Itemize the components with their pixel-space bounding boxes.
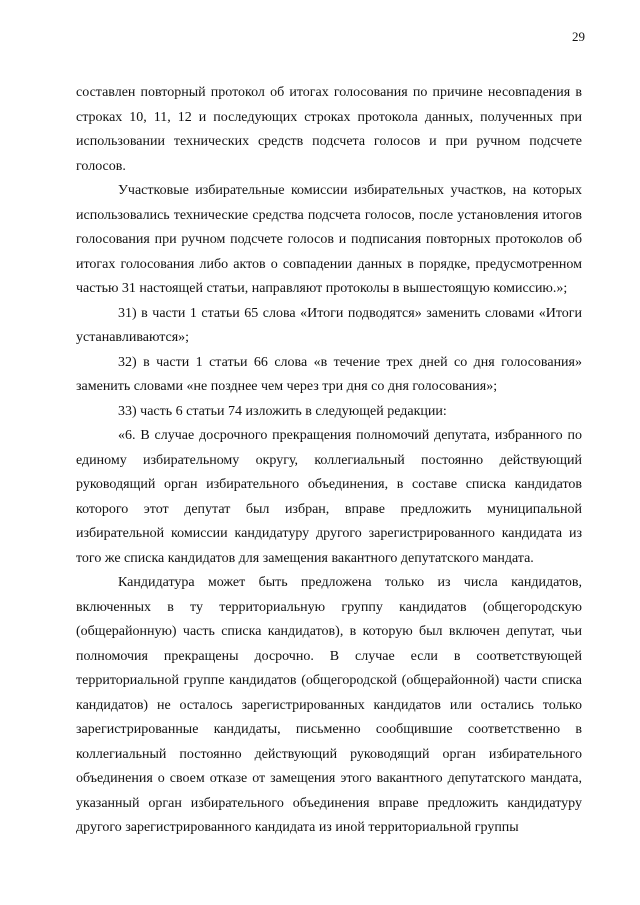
paragraph-item-33: 33) часть 6 статьи 74 изложить в следующей редакции: [118, 403, 447, 419]
paragraph-precinct-commissions: Участковые избирательные комиссии избирательных участков, на которых использовались технические средства подсчета голосов, после установления итогов голосования при ручном подсчете голосов и подписания повторных протоколов об итогах голосования либо актов о совпадении данных в порядке, предусмотренном частью 31 настоящей статьи, направляют протоколы в вышестоящую комиссию.»; [76, 183, 582, 296]
paragraph-item-31: 31) в части 1 статьи 65 слова «Итоги подводятся» заменить словами «Итоги устанавливаются»; [76, 305, 582, 345]
paragraph-continuation: составлен повторный протокол об итогах голосования по причине несовпадения в строках 10, 11, 12 и последующих строках протокола данных, полученных при использовании технических средств подсчета голосов и при ручном подсчете голосов. [76, 85, 582, 174]
paragraph-part-6: «6. В случае досрочного прекращения полномочий депутата, избранного по единому избирательному округу, коллегиальный постоянно действующий руководящий орган избирательного объединения, в составе списка кандидатов которого этот депутат был избран, вправе предложить муниципальной избирательной комиссии кандидатуру другого зарегистрированного кандидата из того же списка кандидатов для замещения вакантного депутатского мандата. [76, 428, 582, 566]
document-body [76, 81, 582, 841]
page-number: 29 [572, 29, 585, 44]
paragraph-item-32: 32) в части 1 статьи 66 слова «в течение трех дней со дня голосования» заменить словами «не позднее чем через три дня со дня голосования»; [76, 354, 582, 394]
paragraph-candidacy: Кандидатура может быть предложена только из числа кандидатов, включенных в ту территориальную группу кандидатов (общегородскую (общерайонную) часть списка кандидатов), в которую был включен депутат, чьи полномочия прекращены досрочно. В случае если в соответствующей территориальной группе кандидатов (общегородской (общерайонной) части списка кандидатов) не осталось зарегистрированных кандидатов или остались только зарегистрированные кандидаты, письменно сообщившие соответственно в коллегиальный постоянно действующий руководящий орган избирательного объединения о своем отказе от замещения этого вакантного депутатского мандата, указанный орган избирательного объединения вправе предложить кандидатуру другого зарегистрированного кандидата из иной территориальной группы [76, 575, 582, 835]
